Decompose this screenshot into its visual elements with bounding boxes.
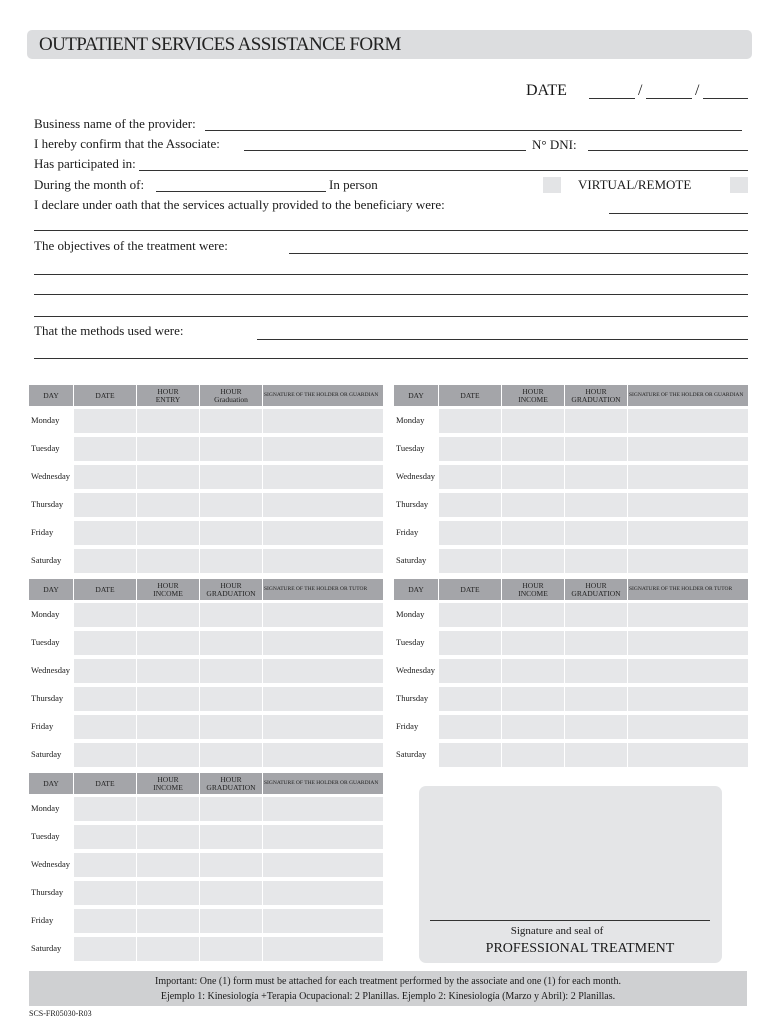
day-label: Tuesday (31, 443, 60, 453)
hour-out-cell[interactable] (200, 853, 262, 877)
hour-out-cell[interactable] (565, 659, 627, 683)
month-label: During the month of: (34, 177, 145, 192)
confirm-associate-label: I hereby confirm that the Associate: (34, 136, 220, 151)
hour-out-cell[interactable] (565, 493, 627, 517)
day-label: Thursday (31, 693, 64, 703)
business-name-label: Business name of the provider: (34, 116, 196, 131)
date-cell[interactable] (74, 687, 136, 711)
day-label: Wednesday (396, 471, 435, 481)
column-header-day: DAY (29, 385, 73, 406)
hour-in-cell[interactable] (137, 603, 199, 627)
hour-in-cell[interactable] (502, 603, 564, 627)
hour-in-cell[interactable] (502, 715, 564, 739)
dni-label: N° DNI: (532, 137, 577, 152)
signature-cell[interactable] (628, 465, 748, 489)
hour-in-cell[interactable] (137, 797, 199, 821)
attendance-table-3 (29, 579, 383, 769)
dni-field[interactable] (588, 150, 748, 151)
date-separator-1: / (638, 82, 643, 99)
column-header-hour-in: HOUR INCOME (137, 773, 199, 794)
objectives-label: The objectives of the treatment were: (34, 238, 228, 253)
signature-cell[interactable] (263, 493, 383, 517)
objectives-field-line-4[interactable] (34, 316, 748, 317)
hour-out-cell[interactable] (565, 687, 627, 711)
signature-cell[interactable] (628, 521, 748, 545)
hour-in-cell[interactable] (137, 825, 199, 849)
day-label: Friday (396, 721, 419, 731)
column-header-hour-in: HOUR ENTRY (137, 385, 199, 406)
in-person-label: In person (329, 177, 378, 192)
column-header-signature: SIGNATURE OF THE HOLDER OR TUTOR (628, 579, 748, 600)
hour-in-cell[interactable] (137, 631, 199, 655)
column-header-signature: SIGNATURE OF THE HOLDER OR TUTOR (263, 579, 383, 600)
hour-out-cell[interactable] (565, 437, 627, 461)
signature-cell[interactable] (628, 631, 748, 655)
hour-out-cell[interactable] (200, 409, 262, 433)
objectives-field-line-2[interactable] (34, 274, 748, 275)
day-label: Saturday (31, 749, 62, 759)
hour-out-cell[interactable] (565, 549, 627, 573)
hour-in-cell[interactable] (502, 437, 564, 461)
declare-field-line-1[interactable] (609, 213, 748, 214)
signature-cell[interactable] (263, 521, 383, 545)
day-label: Monday (396, 609, 425, 619)
signature-cell[interactable] (628, 603, 748, 627)
date-cell[interactable] (439, 687, 501, 711)
date-cell[interactable] (439, 603, 501, 627)
day-label: Wednesday (396, 665, 435, 675)
day-label: Wednesday (31, 471, 70, 481)
signature-cell[interactable] (263, 631, 383, 655)
hour-out-cell[interactable] (200, 631, 262, 655)
form-title-bar (27, 30, 752, 59)
date-year-field[interactable] (703, 98, 748, 99)
date-cell[interactable] (74, 437, 136, 461)
virtual-remote-label: VIRTUAL/REMOTE (578, 177, 692, 192)
hour-in-cell[interactable] (137, 437, 199, 461)
footer-notice (29, 971, 747, 1006)
column-header-hour-out: HOUR GRADUATION (565, 579, 627, 600)
date-cell[interactable] (439, 743, 501, 767)
date-cell[interactable] (74, 825, 136, 849)
signature-cell[interactable] (628, 743, 748, 767)
hour-out-cell[interactable] (565, 743, 627, 767)
hour-out-cell[interactable] (200, 687, 262, 711)
date-cell[interactable] (439, 715, 501, 739)
signature-line (430, 920, 710, 921)
hour-out-cell[interactable] (200, 493, 262, 517)
date-label: DATE (526, 82, 567, 99)
signature-cell[interactable] (263, 909, 383, 933)
column-header-hour-in: HOUR INCOME (137, 579, 199, 600)
attendance-table-5 (29, 773, 383, 963)
declare-field-line-2[interactable] (34, 230, 748, 231)
signature-cell[interactable] (628, 659, 748, 683)
column-header-date: DATE (74, 579, 136, 600)
virtual-remote-checkbox[interactable] (730, 177, 748, 193)
date-cell[interactable] (74, 909, 136, 933)
date-cell[interactable] (74, 465, 136, 489)
signature-cell[interactable] (263, 937, 383, 961)
day-label: Wednesday (31, 665, 70, 675)
hour-out-cell[interactable] (200, 937, 262, 961)
hour-in-cell[interactable] (502, 659, 564, 683)
hour-in-cell[interactable] (137, 659, 199, 683)
signature-cell[interactable] (628, 549, 748, 573)
date-cell[interactable] (74, 797, 136, 821)
hour-in-cell[interactable] (137, 493, 199, 517)
hour-out-cell[interactable] (565, 409, 627, 433)
hour-out-cell[interactable] (565, 715, 627, 739)
methods-label: That the methods used were: (34, 323, 184, 338)
form-title: OUTPATIENT SERVICES ASSISTANCE FORM (39, 34, 401, 55)
date-cell[interactable] (74, 659, 136, 683)
column-header-hour-out: HOUR Graduation (200, 385, 262, 406)
column-header-hour-out: HOUR GRADUATION (200, 773, 262, 794)
hour-in-cell[interactable] (137, 521, 199, 545)
declare-label: I declare under oath that the services actually provided to the beneficiary were: (34, 197, 445, 212)
attendance-table-4 (394, 579, 748, 769)
objectives-field-line-1[interactable] (289, 253, 748, 254)
signature-cell[interactable] (263, 853, 383, 877)
date-cell[interactable] (439, 437, 501, 461)
hour-in-cell[interactable] (137, 743, 199, 767)
hour-in-cell[interactable] (137, 465, 199, 489)
hour-in-cell[interactable] (137, 909, 199, 933)
date-cell[interactable] (74, 853, 136, 877)
methods-field-line-2[interactable] (34, 358, 748, 359)
hour-in-cell[interactable] (137, 937, 199, 961)
month-field[interactable] (156, 191, 326, 192)
column-header-date: DATE (74, 385, 136, 406)
day-label: Friday (31, 915, 54, 925)
day-label: Monday (31, 609, 60, 619)
day-label: Tuesday (396, 443, 425, 453)
hour-out-cell[interactable] (200, 743, 262, 767)
hour-out-cell[interactable] (565, 631, 627, 655)
participated-field[interactable] (139, 170, 748, 171)
hour-out-cell[interactable] (200, 881, 262, 905)
footer-line-2: Ejemplo 1: Kinesiología +Terapia Ocupacional: 2 Planillas. Ejemplo 2: Kinesiología (Marzo y Abril): 2 Planillas. (160, 991, 616, 1002)
date-cell[interactable] (74, 603, 136, 627)
date-day-field[interactable] (589, 98, 635, 99)
date-cell[interactable] (74, 631, 136, 655)
day-label: Saturday (31, 943, 62, 953)
date-cell[interactable] (74, 549, 136, 573)
column-header-date: DATE (439, 579, 501, 600)
hour-out-cell[interactable] (200, 797, 262, 821)
hour-out-cell[interactable] (200, 521, 262, 545)
hour-out-cell[interactable] (200, 659, 262, 683)
day-label: Saturday (31, 555, 62, 565)
signature-cell[interactable] (263, 659, 383, 683)
column-header-signature: SIGNATURE OF THE HOLDER OR GUARDIAN (263, 773, 383, 794)
day-label: Monday (396, 415, 425, 425)
hour-out-cell[interactable] (200, 825, 262, 849)
hour-out-cell[interactable] (200, 549, 262, 573)
date-cell[interactable] (74, 937, 136, 961)
day-label: Monday (31, 803, 60, 813)
hour-in-cell[interactable] (137, 409, 199, 433)
hour-in-cell[interactable] (502, 493, 564, 517)
date-cell[interactable] (439, 409, 501, 433)
day-label: Friday (396, 527, 419, 537)
signature-cell[interactable] (263, 465, 383, 489)
signature-title: PROFESSIONAL TREATMENT (485, 941, 675, 956)
day-label: Friday (31, 527, 54, 537)
hour-in-cell[interactable] (502, 409, 564, 433)
day-label: Tuesday (31, 637, 60, 647)
attendance-table-2 (394, 385, 748, 575)
methods-field-line-1[interactable] (257, 339, 748, 340)
date-cell[interactable] (74, 743, 136, 767)
day-label: Friday (31, 721, 54, 731)
day-label: Thursday (396, 693, 429, 703)
column-header-day: DAY (29, 579, 73, 600)
hour-in-cell[interactable] (502, 631, 564, 655)
date-cell[interactable] (439, 521, 501, 545)
hour-in-cell[interactable] (502, 465, 564, 489)
signature-cell[interactable] (263, 743, 383, 767)
date-cell[interactable] (439, 465, 501, 489)
signature-cell[interactable] (263, 797, 383, 821)
column-header-signature: SIGNATURE OF THE HOLDER OR GUARDIAN (628, 385, 748, 406)
date-month-field[interactable] (646, 98, 692, 99)
day-label: Wednesday (31, 859, 70, 869)
associate-field[interactable] (244, 150, 526, 151)
date-cell[interactable] (74, 493, 136, 517)
in-person-checkbox[interactable] (543, 177, 561, 193)
signature-cell[interactable] (263, 715, 383, 739)
date-cell[interactable] (439, 493, 501, 517)
column-header-hour-out: HOUR GRADUATION (565, 385, 627, 406)
date-cell[interactable] (439, 659, 501, 683)
column-header-hour-in: HOUR INCOME (502, 579, 564, 600)
hour-in-cell[interactable] (137, 881, 199, 905)
hour-out-cell[interactable] (200, 715, 262, 739)
column-header-signature: SIGNATURE OF THE HOLDER OR GUARDIAN (263, 385, 383, 406)
date-cell[interactable] (74, 881, 136, 905)
hour-in-cell[interactable] (502, 521, 564, 545)
day-label: Tuesday (31, 831, 60, 841)
signature-cell[interactable] (628, 437, 748, 461)
column-header-hour-out: HOUR GRADUATION (200, 579, 262, 600)
signature-cell[interactable] (628, 409, 748, 433)
hour-out-cell[interactable] (200, 437, 262, 461)
hour-in-cell[interactable] (137, 853, 199, 877)
signature-cell[interactable] (263, 549, 383, 573)
hour-out-cell[interactable] (565, 521, 627, 545)
date-cell[interactable] (439, 631, 501, 655)
column-header-day: DAY (29, 773, 73, 794)
professional-signature-box[interactable] (419, 786, 722, 963)
day-label: Saturday (396, 555, 427, 565)
date-cell[interactable] (439, 549, 501, 573)
objectives-field-line-3[interactable] (34, 294, 748, 295)
hour-out-cell[interactable] (200, 465, 262, 489)
hour-in-cell[interactable] (502, 687, 564, 711)
hour-in-cell[interactable] (137, 687, 199, 711)
signature-caption: Signature and seal of (510, 925, 604, 937)
participated-label: Has participated in: (34, 156, 136, 171)
hour-in-cell[interactable] (137, 549, 199, 573)
business-name-field[interactable] (205, 130, 742, 131)
day-label: Monday (31, 415, 60, 425)
signature-cell[interactable] (263, 437, 383, 461)
signature-cell[interactable] (263, 881, 383, 905)
day-label: Thursday (31, 499, 64, 509)
signature-cell[interactable] (628, 715, 748, 739)
signature-cell[interactable] (628, 493, 748, 517)
column-header-hour-in: HOUR INCOME (502, 385, 564, 406)
column-header-date: DATE (74, 773, 136, 794)
hour-in-cell[interactable] (502, 549, 564, 573)
day-label: Saturday (396, 749, 427, 759)
hour-out-cell[interactable] (200, 909, 262, 933)
hour-in-cell[interactable] (502, 743, 564, 767)
date-cell[interactable] (74, 409, 136, 433)
day-label: Thursday (31, 887, 64, 897)
day-label: Thursday (396, 499, 429, 509)
signature-cell[interactable] (263, 409, 383, 433)
signature-cell[interactable] (263, 603, 383, 627)
hour-out-cell[interactable] (565, 603, 627, 627)
attendance-table-1 (29, 385, 383, 575)
date-cell[interactable] (74, 715, 136, 739)
hour-out-cell[interactable] (565, 465, 627, 489)
footer-line-1: Important: One (1) form must be attached for each treatment performed by the associate and one (1) for each month. (155, 976, 621, 987)
column-header-day: DAY (394, 579, 438, 600)
date-separator-2: / (695, 82, 700, 99)
hour-out-cell[interactable] (200, 603, 262, 627)
signature-cell[interactable] (263, 825, 383, 849)
hour-in-cell[interactable] (137, 715, 199, 739)
day-label: Tuesday (396, 637, 425, 647)
column-header-date: DATE (439, 385, 501, 406)
signature-cell[interactable] (628, 687, 748, 711)
column-header-day: DAY (394, 385, 438, 406)
signature-cell[interactable] (263, 687, 383, 711)
date-cell[interactable] (74, 521, 136, 545)
form-code: SCS-FR05030-R03 (29, 1009, 92, 1018)
